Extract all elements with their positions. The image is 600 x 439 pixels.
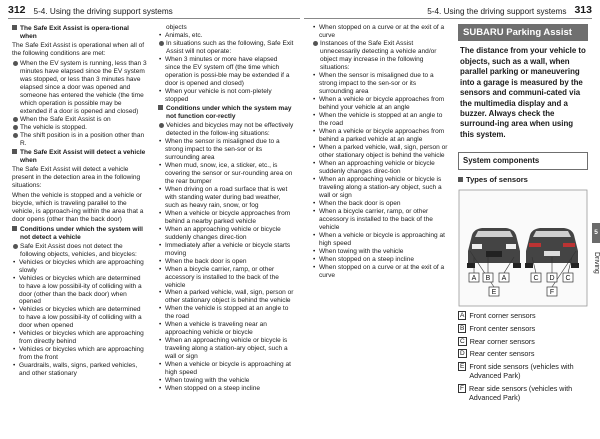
dash-item: • When a parked vehicle, wall, sign, person or other stationary object is behind the vehicle [312,144,452,160]
right-page-number: 313 [574,4,592,16]
dash-item: • When an approaching vehicle or bicycle is traveling along a station-ary object, such a wall or sign [312,176,452,200]
legend-item: A Front corner sensors [460,310,536,320]
dash-item: • Immediately after a vehicle or bicycle starts moving [158,242,294,258]
dash-item: • When an approaching vehicle or bicycle suddenly changes direc-tion [312,160,452,176]
dash-item: • When a bicycle carrier, ramp, or other accessory is installed to the back of the vehicle [158,266,294,290]
left-section-title: 5-4. Using the driving support systems [33,7,173,16]
dash-item: • When driving on a road surface that is wet with standing water during bad weather, such as heavy rain, snow, or fog [158,186,294,210]
dash-item: • When the vehicle is stopped at an angle to the road [312,112,452,128]
paragraph: The Safe Exit Assist is operational when all of the following conditions are met: [12,41,145,57]
dash-item: • When a bicycle carrier, ramp, or other accessory is installed to the back of the vehicle [312,208,452,232]
dash-item: • Vehicles or bicycles which are approaching slowly [12,259,147,275]
diagram-label-c: C [565,274,571,282]
continued-text: objects [166,24,187,31]
square-bullet-icon [12,149,17,154]
dash-item: • Vehicles or bicycles which are approaching from directly behind [12,330,147,346]
bullet-item: Instances of the Safe Exit Assist unnecessarily detecting a vehicle and/or object may increase in the following situations: [312,40,452,72]
diagram-label-d: D [549,274,555,282]
dash-item: • When the vehicle is stopped at an angle to the road [158,305,294,321]
dash-item: • Vehicles or bicycles which are determined to have a low possibil-ity of colliding with a door (other than the back door) when opened [12,275,147,307]
dash-item: • When mud, snow, ice, a sticker, etc., is covering the sensor or sur-rounding area on the rear bumper [158,162,294,186]
dash-item: • When stopped on a curve or at the exit of a curve [312,24,452,40]
column-4 [458,24,588,406]
dash-item: • When a vehicle or bicycle is approaching at high speed [312,232,452,248]
square-bullet-icon [458,177,463,182]
dash-item: • When your vehicle is not com-pletely stopped [158,88,294,104]
column-2 [158,24,294,393]
bullet-item: When the Safe Exit Assist is on [12,116,147,124]
dash-item: • Vehicles or bicycles which are approaching from the front [12,346,147,362]
right-page-header [304,0,592,19]
square-bullet-icon [12,226,17,231]
dash-item: • When the back door is open [158,258,294,266]
vehicle-sensor-illustration [458,189,588,307]
dash-item: • When the back door is open [312,200,452,208]
paragraph: The Safe Exit Assist will detect a vehicle present in the detection area in the following situations: [12,165,141,189]
components-heading: System components [458,152,588,170]
dash-item: • When stopped on a steep incline [312,256,452,264]
dash-item: • When stopped on a curve or at the exit of a curve [312,264,452,280]
square-bullet-icon [12,25,17,30]
diagram-label-a: A [471,274,477,282]
dash-item: • Vehicles or bicycles which are determined to have a low possibil-ity of colliding with a door when opened [12,306,147,330]
dash-item: • Animals, etc. [158,32,294,40]
diagram-label-b: B [485,274,491,282]
dash-item: • When stopped on a steep incline [158,385,294,393]
left-page-number: 312 [8,4,26,16]
dash-item: • When a vehicle or bicycle is approaching at high speed [158,361,294,377]
section-heading: Conditions under which the system may not function cor-rectly [158,105,294,121]
right-section-title: 5-4. Using the driving support systems [427,7,567,16]
dash-item: • When a vehicle or bicycle approaches from behind a parked vehicle at an angle [312,128,452,144]
section-heading: Conditions under which the system will not detect a vehicle [12,226,147,242]
legend-item: C Rear corner sensors [460,336,535,346]
sensor-diagram [458,189,588,307]
dash-item: • Guardrails, walls, signs, parked vehicles, and other stationary [12,362,147,378]
column-3 [312,24,452,280]
diagram-label-a: A [501,274,507,282]
diagram-label-c: C [533,274,539,282]
diagram-label-f: F [549,288,555,296]
bullet-item: The vehicle is stopped. [12,124,147,132]
section-heading: The Safe Exit Assist is opera-tional when [12,25,147,41]
dash-item: • When a vehicle or bicycle approaches from behind your vehicle at an angle [312,96,452,112]
chapter-tab[interactable]: 5 [592,223,600,243]
bullet-item: Vehicles and bicycles may not be effectively detected in the follow-ing situations: [158,122,294,138]
dash-item: • When the sensor is misaligned due to a strong impact to the sen-sor or its surrounding area [312,72,452,96]
sensor-legend [458,311,588,402]
dash-item: • When towing with the vehicle [312,248,452,256]
section-title-box: SUBARU Parking Assist [458,24,588,41]
bullet-item: The shift position is in a position other than R. [12,132,147,148]
dash-item: • When an approaching vehicle or bicycle is traveling along a station-ary object, such a wall or sign [158,337,294,361]
bullet-item: When the EV system is running, less than 3 minutes have elapsed since the EV system was stopped, or less than 3 minutes have elapsed since a door was opened and someone has entered the vehicle (the time which operation is possible may be extended if a door is opened and closed) [12,60,147,116]
dash-item: • When towing with the vehicle [158,377,294,385]
dash-item: • When a parked vehicle, wall, sign, person or other stationary object is behind the vehicle [158,289,294,305]
dash-item: • When a vehicle is traveling near an approaching vehicle or bicycle [158,321,294,337]
section-heading: The Safe Exit Assist will detect a vehicle when [12,149,147,165]
types-heading: Types of sensors [458,175,588,184]
legend-item: F Rear side sensors (vehicles with Advanced Park) [460,383,573,402]
front-view-car-icon [467,228,521,268]
legend-item: B Front center sensors [460,323,536,333]
left-page-header [8,0,300,19]
dash-item: • When 3 minutes or more have elapsed since the EV system off (the time which operation is possi-ble may be extended if a door is opened and closed) [158,56,294,88]
bullet-item: Safe Exit Assist does not detect the following objects, vehicles, and bicycles: [12,243,147,259]
diagram-label-e: E [491,288,497,296]
legend-item: E Front side sensors (vehicles with Advanced Park) [460,362,574,381]
square-bullet-icon [158,105,163,110]
dash-item: • When an approaching vehicle or bicycle suddenly changes direc-tion [158,226,294,242]
dash-item: • When the sensor is misaligned due to a strong impact to the sen-sor or its surrounding area [158,138,294,162]
intro-text: The distance from your vehicle to objects, such as a wall, when parallel parking or maneuvering into a garage is measured by the sensors and communi-cated via the multimedia display and a buzzer. Always check the surround-ing area when using this system. [460,46,586,139]
column-1 [12,24,147,378]
chapter-tab-label: Driving [593,252,600,274]
bullet-item: In situations such as the following, Safe Exit Assist will not operate: [158,40,294,56]
paragraph: When the vehicle is stopped and a vehicle or bicycle, which is traveling parallel to the vehicle, is approach-ing within the area that a door opens (other than the back door) [12,191,144,223]
dash-item: • When a vehicle or bicycle approaches from behind a nearby parked vehicle [158,210,294,226]
legend-item: D Rear center sensors [460,349,535,359]
